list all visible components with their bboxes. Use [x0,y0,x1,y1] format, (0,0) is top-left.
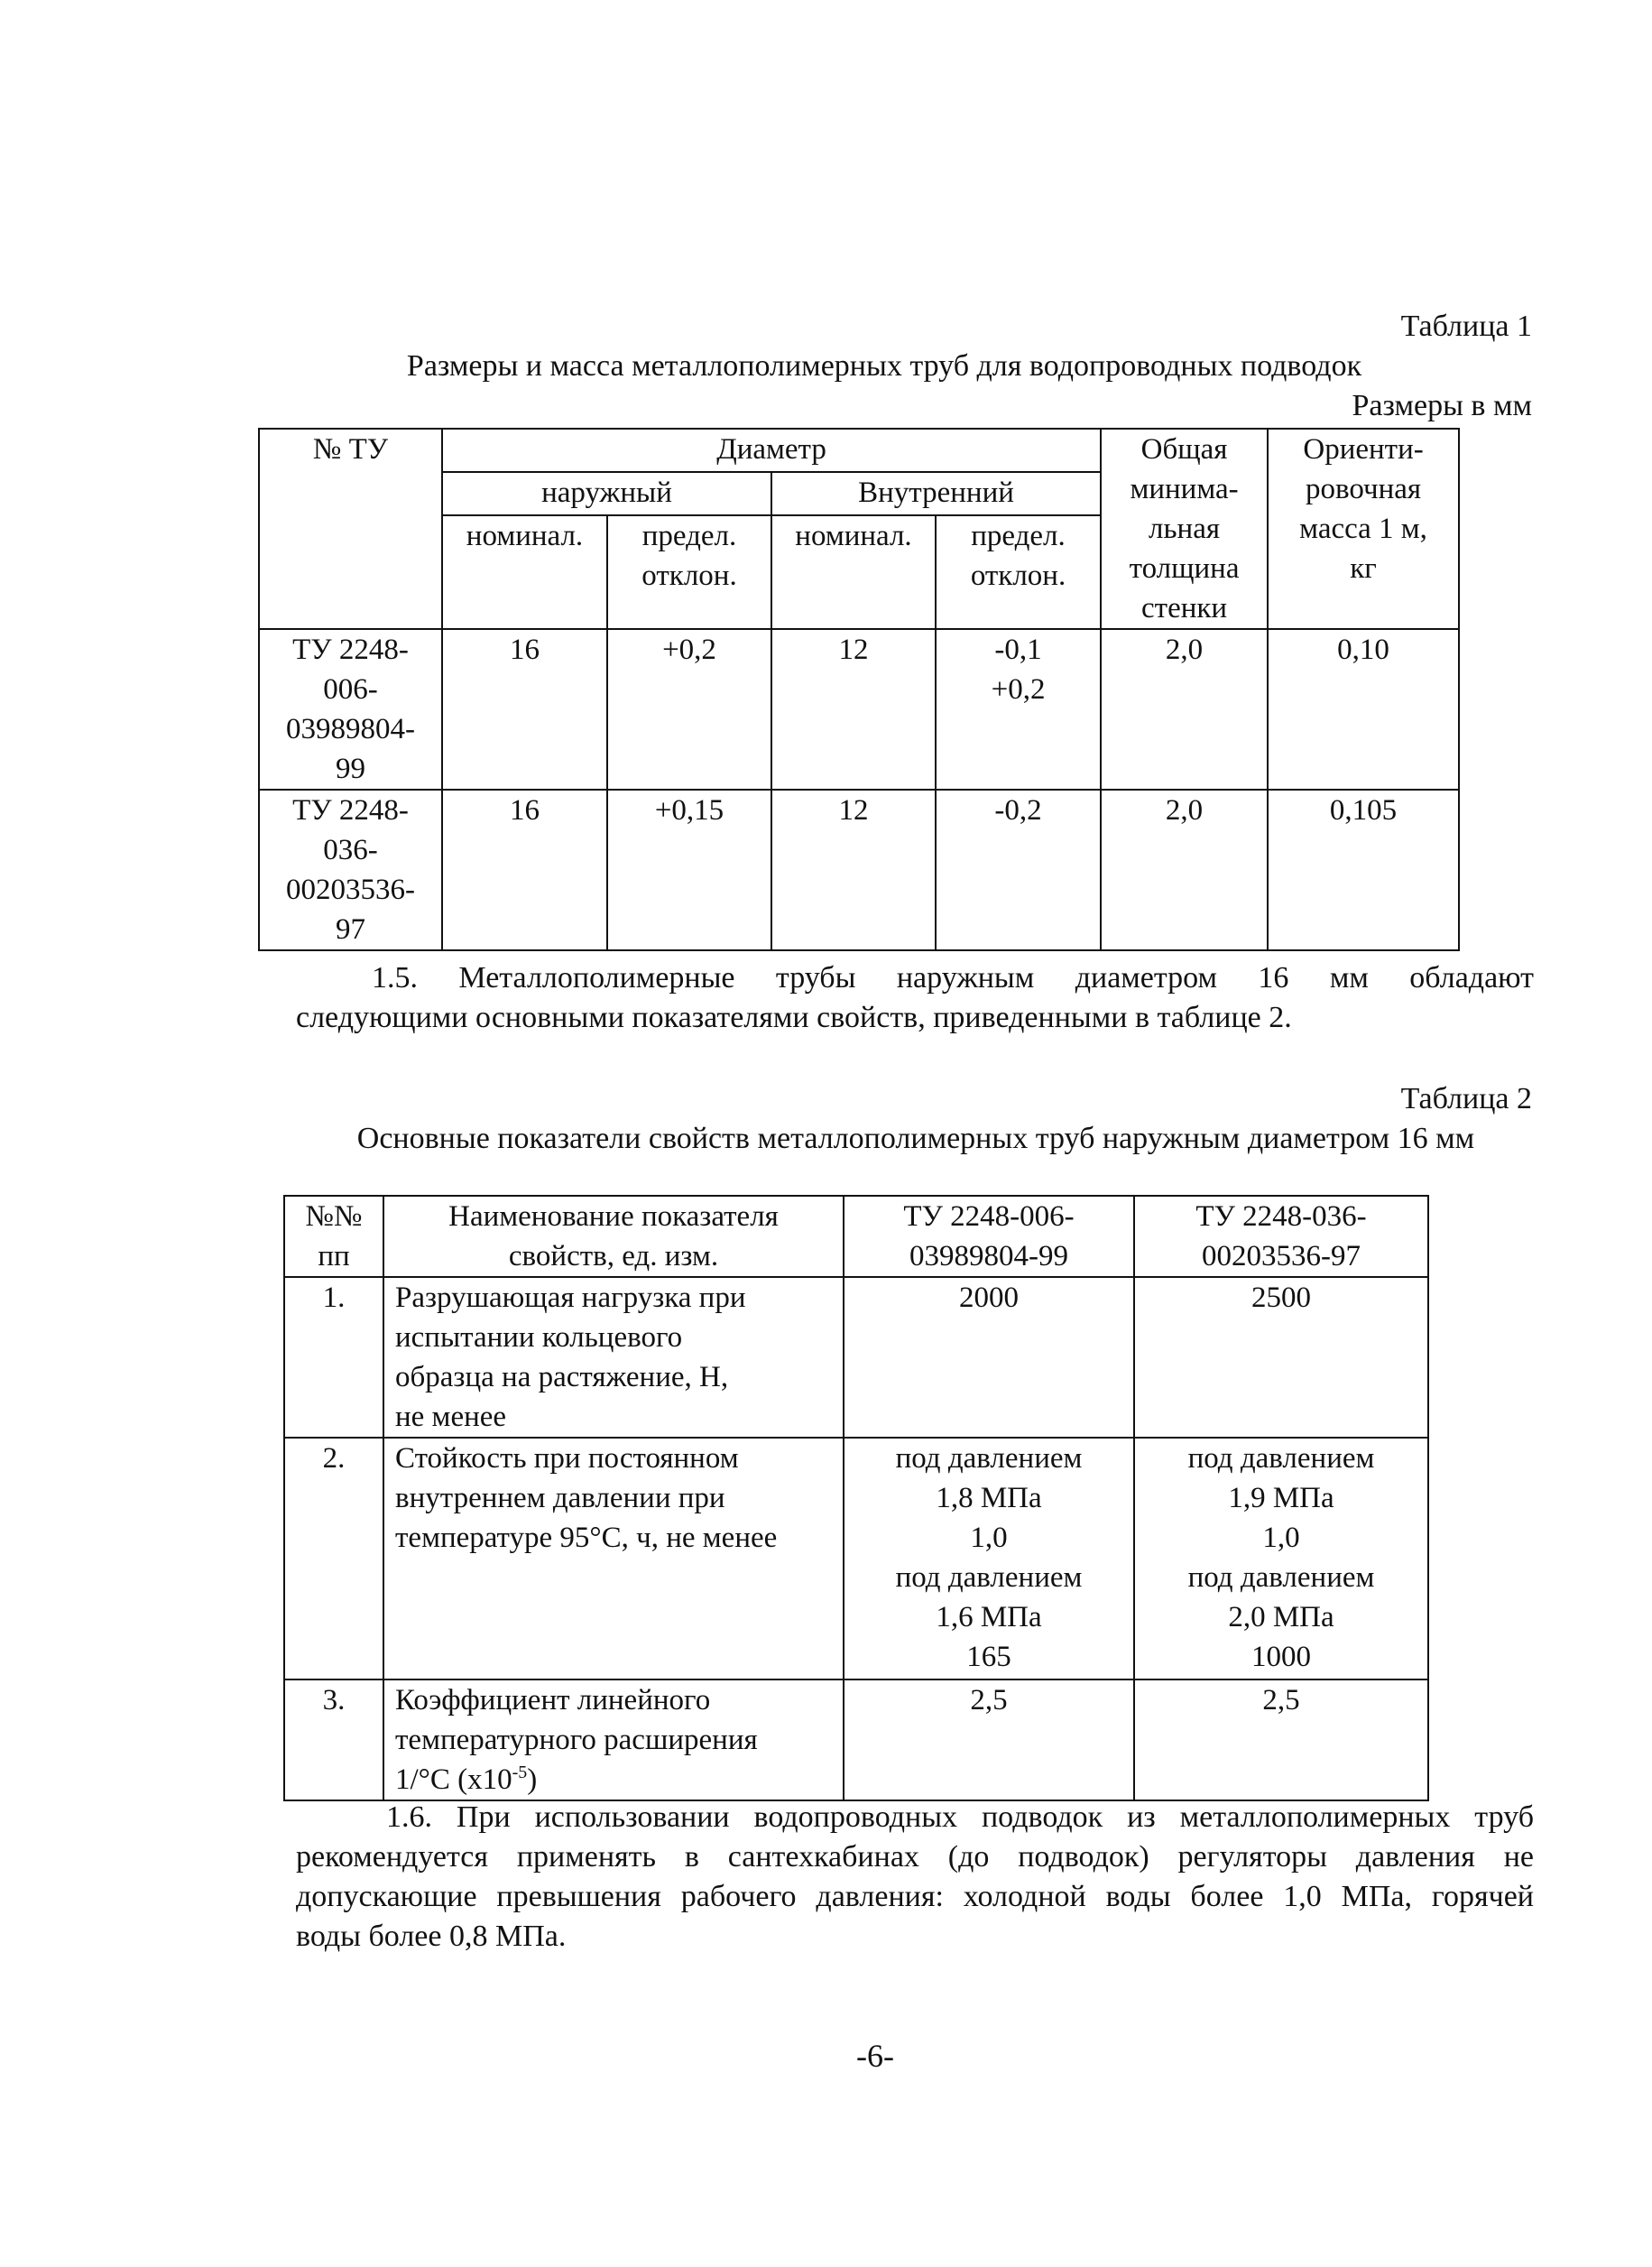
col-wall-header: Общая минима- льная толщина стенки [1101,429,1268,629]
table-row [284,1679,1428,1800]
value-cell: под давлением 1,9 МПа 1,0 под давлением 2,0 МПа 1000 [1134,1438,1428,1679]
value-cell: 2000 [844,1277,1134,1438]
col-outer-header: наружный [442,472,771,515]
table2-title: Основные показатели свойств металлополимерных труб наружным диаметром 16 мм [356,1122,1475,1155]
num-cell: 3. [284,1679,383,1800]
table2-label: Таблица 2 [1400,1082,1532,1115]
table-row [259,790,1459,950]
num-cell: 1. [284,1277,383,1438]
inner-nominal-cell: 12 [771,790,936,950]
col-tu-header: № ТУ [259,429,442,629]
outer-nominal-cell: 16 [442,629,607,790]
outer-deviation-cell: +0,2 [607,629,771,790]
table1 [258,428,1460,951]
col-outer-deviation-header: предел. отклон. [607,515,771,629]
col-name-header: Наименование показателя свойств, ед. изм. [383,1196,844,1277]
outer-nominal-cell: 16 [442,790,607,950]
tu-cell: ТУ 2248- 036- 00203536- 97 [259,790,442,950]
col-inner-nominal-header: номинал. [771,515,936,629]
wall-cell: 2,0 [1101,790,1268,950]
paragraph-1-5: 1.5. Металлополимерные трубы наружным диаметром 16 мм обладают следующими основными показателями свойств, приведенными в таблице 2. [296,961,1534,1034]
tu-cell: ТУ 2248- 006- 03989804- 99 [259,629,442,790]
table-row [284,1277,1428,1438]
name-cell: Разрушающая нагрузка при испытании кольцевого образца на растяжение, Н, не менее [383,1277,844,1438]
inner-deviation-cell: -0,2 [936,790,1101,950]
value-cell: 2500 [1134,1277,1428,1438]
value-cell: 2,5 [844,1679,1134,1800]
value-cell: под давлением 1,8 МПа 1,0 под давлением 1,6 МПа 165 [844,1438,1134,1679]
table-row [284,1438,1428,1679]
col-num-header: №№ пп [284,1196,383,1277]
col-inner-deviation-header: предел. отклон. [936,515,1101,629]
table-row [259,629,1459,790]
col-inner-header: Внутренний [771,472,1101,515]
inner-nominal-cell: 12 [771,629,936,790]
num-cell: 2. [284,1438,383,1679]
col-tu1-header: ТУ 2248-006- 03989804-99 [844,1196,1134,1277]
page-number: -6- [856,2038,894,2074]
table1-label: Таблица 1 [1400,310,1532,343]
col-outer-nominal-header: номинал. [442,515,607,629]
table2 [283,1195,1429,1801]
name-cell: Стойкость при постоянном внутреннем давлении при температуре 95°С, ч, не менее [383,1438,844,1679]
wall-cell: 2,0 [1101,629,1268,790]
name-cell: Коэффициент линейного температурного расширения 1/°С $(х10^{-5})$ [383,1679,844,1800]
inner-deviation-cell: -0,1 +0,2 [936,629,1101,790]
table1-units: Размеры в мм [1352,389,1532,422]
paragraph-1-6: 1.6. При использовании водопроводных подводок из металлополимерных труб рекомендуется применять в сантехкабинах (до подводок) регуляторы давления не допускающие превышения рабочего давления: холодной воды более 1,0 МПа, горячей воды более 0,8 МПа. [296,1800,1534,1953]
col-mass-header: Ориенти- ровочная масса 1 м, кг [1268,429,1459,629]
col-tu2-header: ТУ 2248-036- 00203536-97 [1134,1196,1428,1277]
table1-title: Размеры и масса металлополимерных труб для водопроводных подводок [406,349,1362,383]
value-cell: 2,5 [1134,1679,1428,1800]
mass-cell: 0,10 [1268,629,1459,790]
outer-deviation-cell: +0,15 [607,790,771,950]
mass-cell: 0,105 [1268,790,1459,950]
col-diameter-header: Диаметр [442,429,1101,472]
